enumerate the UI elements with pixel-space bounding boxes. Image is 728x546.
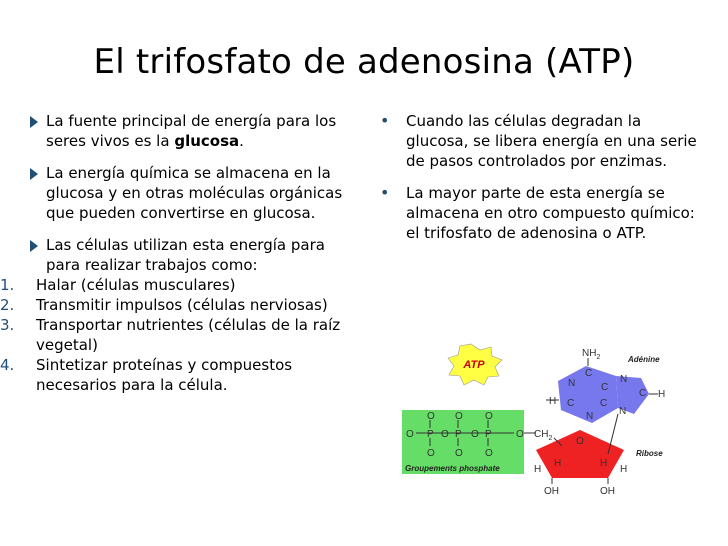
bullet-text: La mayor parte de esta energía se almacena en otro compuesto químico: el trifosfato de adenosina o ATP.: [406, 184, 695, 242]
hydroxyl-label: OH: [544, 486, 559, 497]
bullet-text: La fuente principal de energía para los seres vivos es la: [46, 112, 337, 150]
bullet-cell-degradation: [376, 111, 706, 171]
hydrogen-label: H: [534, 464, 542, 475]
hydrogen-label: H: [600, 458, 608, 469]
nitrogen-label: N: [620, 374, 628, 385]
oxygen-label: O: [427, 411, 435, 422]
list-item: [0, 355, 356, 395]
bullet-end: .: [239, 132, 244, 150]
dot-bullet-icon: •: [380, 183, 390, 202]
list-number: 1.: [0, 276, 15, 294]
bullet-cell-work: [26, 235, 356, 275]
bullet-text: Cuando las células degradan la glucosa, se libera energía en una serie de pasos controlados por enzimas.: [406, 112, 697, 170]
right-column: [376, 111, 706, 243]
ch2-label: $CH_2$: [534, 429, 553, 442]
triangle-bullet-icon: [30, 116, 38, 128]
oxygen-label: O: [485, 448, 493, 459]
nh2-label: $NH_2$: [582, 348, 601, 361]
slide-title: El trifosfato de adenosina (ATP): [93, 42, 635, 82]
atp-molecule-diagram: [396, 338, 686, 498]
list-number: 4.: [0, 356, 15, 374]
oxygen-label: O: [455, 448, 463, 459]
list-text: Transmitir impulsos (células nerviosas): [36, 296, 328, 314]
phosphorus-label: P: [455, 429, 462, 440]
hydrogen-label: H: [554, 458, 562, 469]
list-number: 2.: [0, 296, 15, 314]
bold-word: glucosa: [174, 132, 240, 150]
oxygen-label: O: [471, 429, 479, 440]
nitrogen-label: N: [568, 378, 576, 389]
atp-badge-label: ATP: [463, 359, 485, 371]
list-item: [0, 275, 356, 295]
oxygen-label: O: [441, 429, 449, 440]
oxygen-label: O: [485, 411, 493, 422]
list-text: Transportar nutrientes (células de la raíz vegetal): [36, 316, 341, 354]
carbon-label: C: [639, 388, 647, 399]
list-item: [0, 295, 356, 315]
carbon-label: C: [567, 398, 575, 409]
oxygen-label: O: [455, 411, 463, 422]
nitrogen-label: N: [586, 411, 594, 422]
bullet-atp-storage: [376, 183, 706, 243]
list-number: 3.: [0, 316, 15, 334]
triangle-bullet-icon: [30, 168, 38, 180]
ribose-caption: Ribose: [636, 449, 663, 458]
list-text: Sintetizar proteínas y compuestos necesarios para la célula.: [36, 356, 293, 394]
list-text: Halar (células musculares): [36, 276, 236, 294]
hydrogen-label: H: [549, 396, 557, 407]
phosphorus-label: P: [485, 429, 492, 440]
bullet-text: La energía química se almacena en la glucosa y en otras moléculas orgánicas que pueden convertirse en glucosa.: [46, 164, 343, 222]
oxygen-label: O: [427, 448, 435, 459]
hydrogen-label: H: [620, 464, 628, 475]
oxygen-label: O: [576, 436, 584, 447]
left-column: [0, 111, 356, 395]
hydroxyl-label: OH: [600, 486, 615, 497]
nitrogen-label: N: [619, 406, 627, 417]
carbon-label: C: [601, 382, 609, 393]
bullet-glucose-source: [26, 111, 356, 151]
triangle-bullet-icon: [30, 240, 38, 252]
phosphate-caption: Groupements phosphate: [405, 464, 500, 473]
bullet-chemical-energy: [26, 163, 356, 223]
phosphorus-label: P: [427, 429, 434, 440]
adenine-caption: Adénine: [628, 355, 660, 364]
bullet-text: Las células utilizan esta energía para para realizar trabajos como:: [46, 236, 325, 274]
dot-bullet-icon: •: [380, 111, 390, 130]
carbon-label: C: [585, 368, 593, 379]
hydrogen-label: H: [658, 389, 666, 400]
oxygen-label: O: [516, 429, 524, 440]
carbon-label: C: [600, 398, 608, 409]
oxygen-label: O: [406, 429, 414, 440]
list-item: [0, 315, 356, 355]
